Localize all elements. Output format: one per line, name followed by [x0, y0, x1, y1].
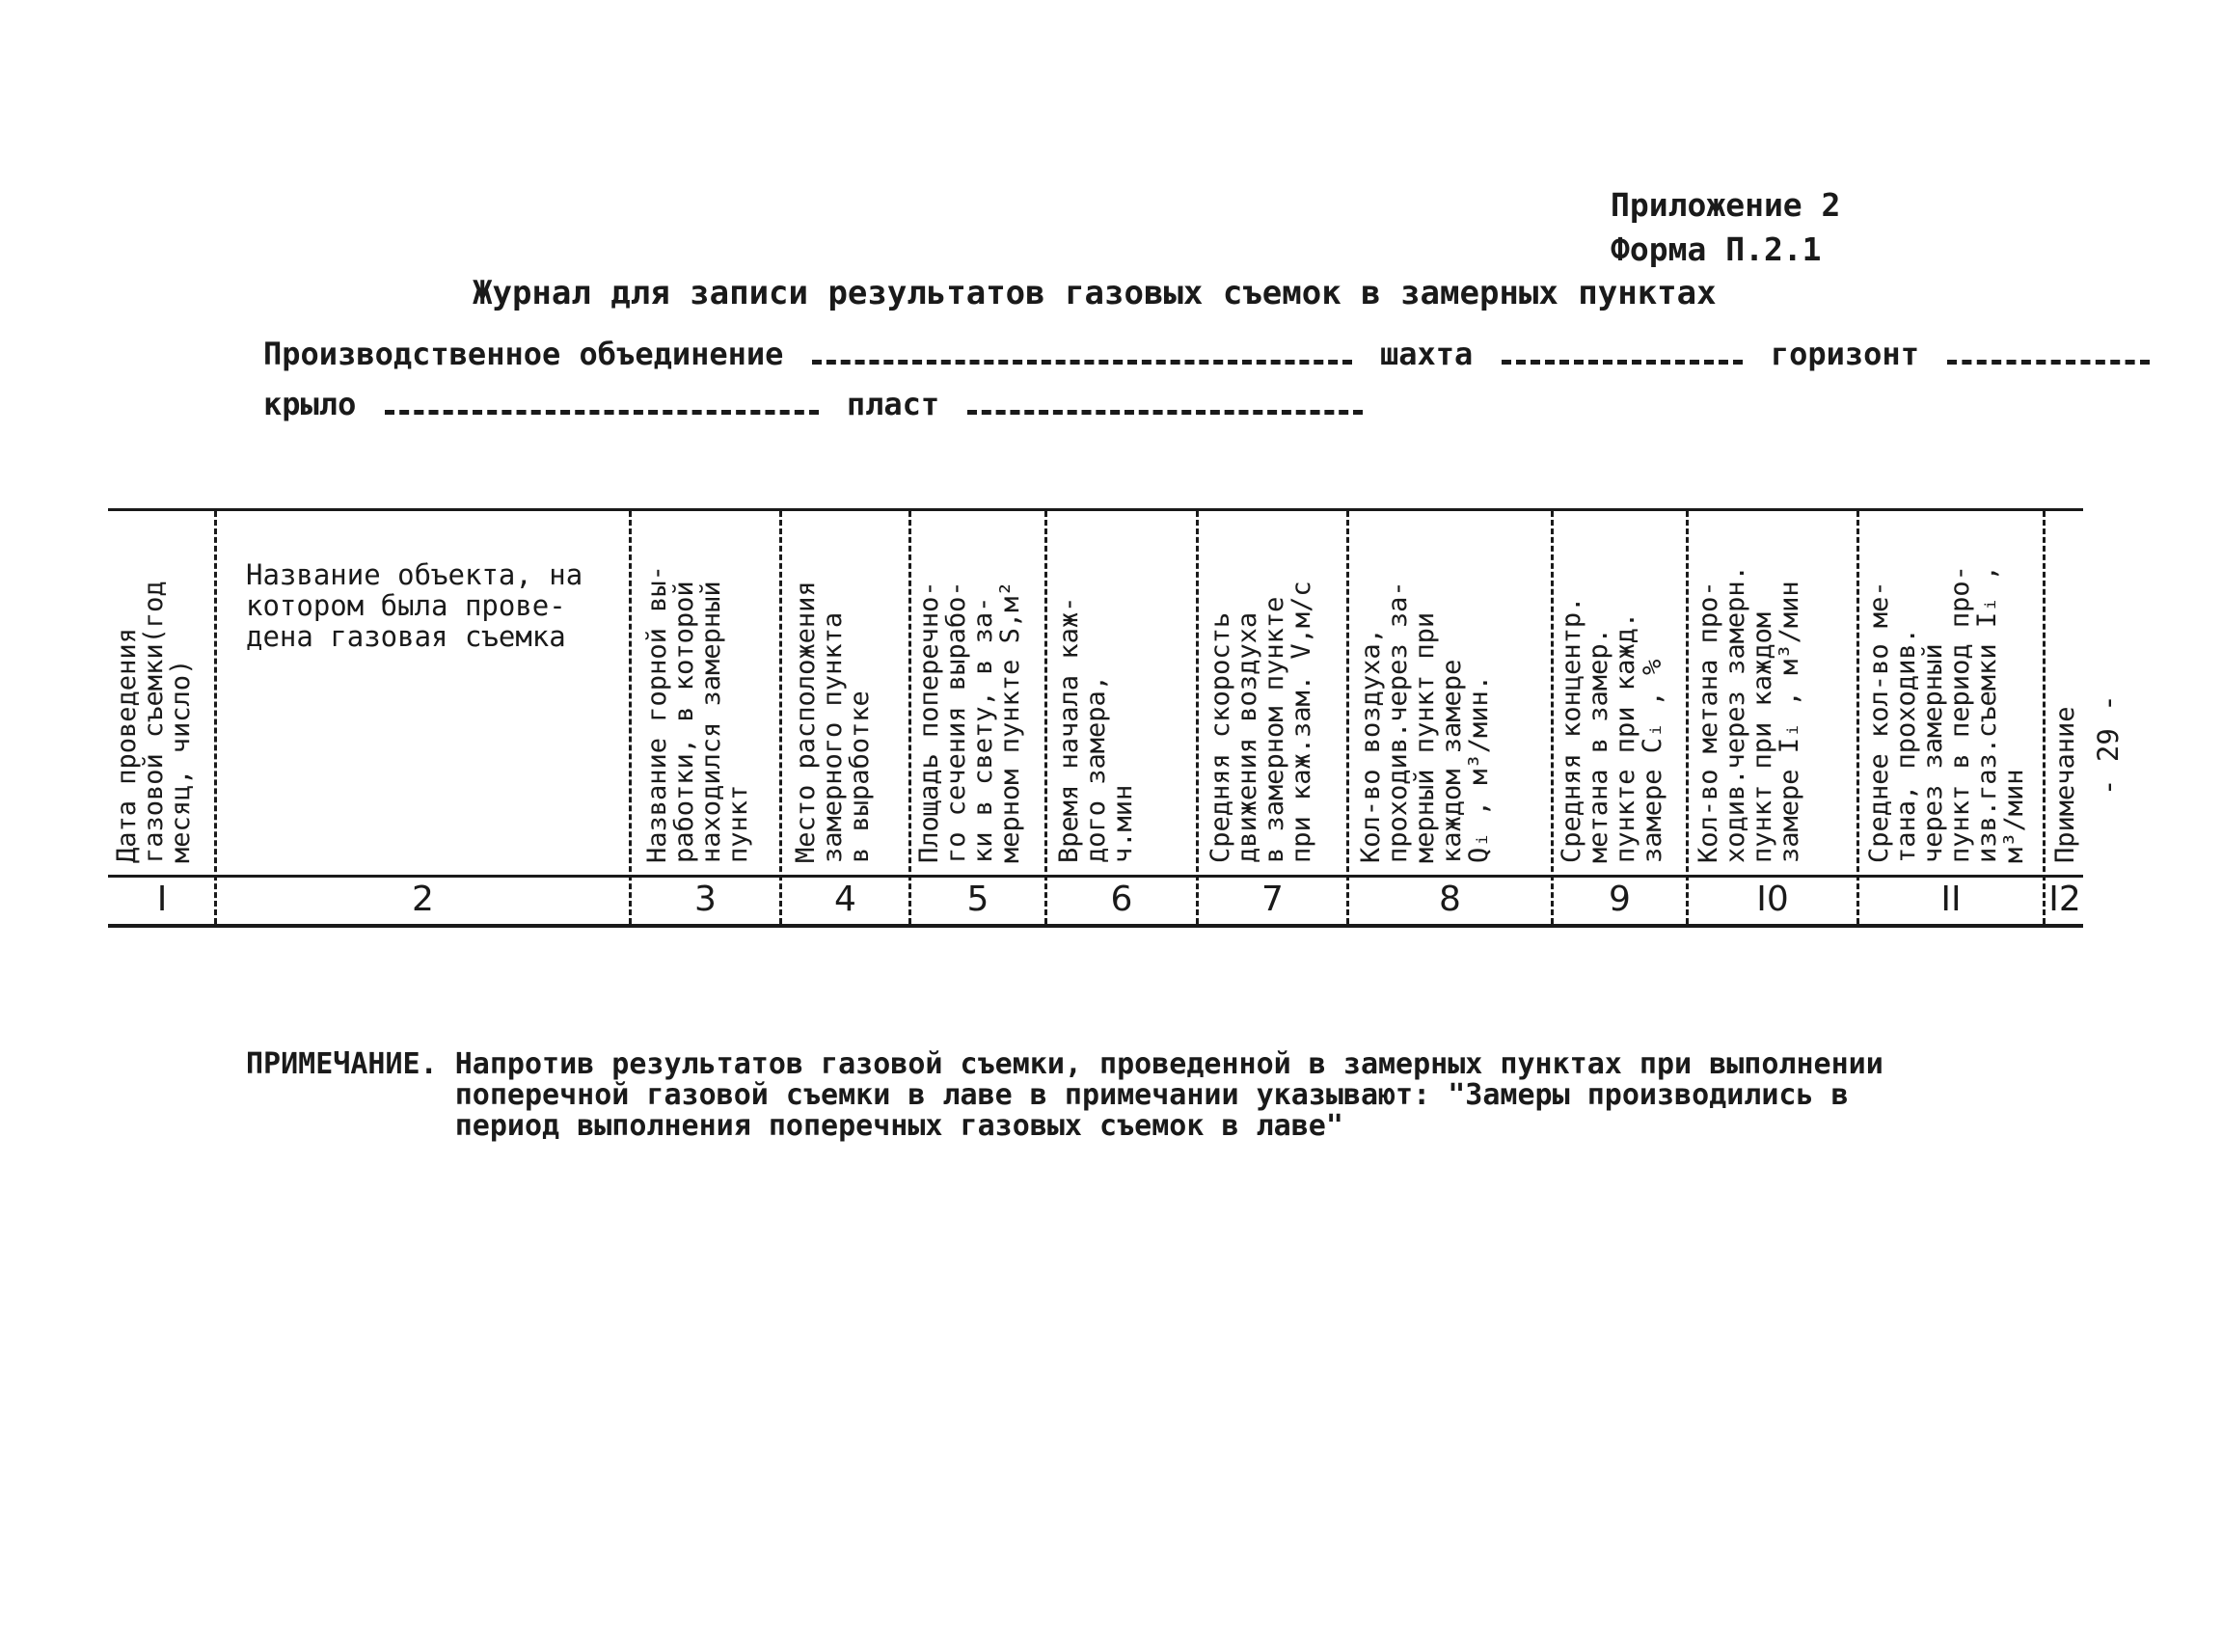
- column-number-12: I2: [2048, 880, 2081, 919]
- column-header-1: Дата проведения газовой съемки(год месяц, число): [112, 581, 196, 863]
- seam-field[interactable]: [967, 398, 1363, 415]
- column-header-6: Время начала каж- дого замера, ч.мин: [1054, 596, 1138, 863]
- footnote: ПРИМЕЧАНИЕ. Напротив результатов газовой съемки, проведенной в замерных пунктах при выполнении поперечной газовой съемки в лаве в примечании указывают: "Замеры производились в период выполнения поперечных газовых съемок в лаве": [246, 1047, 1883, 1143]
- appendix-block: [1611, 183, 1840, 272]
- column-divider: [1196, 511, 1199, 924]
- wing-label: крыло: [263, 386, 357, 422]
- org-field[interactable]: [812, 348, 1352, 365]
- column-number-11: II: [1940, 880, 1962, 919]
- column-header-8: Кол-во воздуха, проходив.через за- мерный пункт при каждом замере Qᵢ , м³/мин.: [1356, 581, 1494, 863]
- column-header-3: Название горной вы- работки, в которой находился замерный пункт: [642, 565, 753, 863]
- page-number: - 29 -: [2092, 694, 2125, 796]
- column-divider: [1044, 511, 1047, 924]
- column-number-3: 3: [694, 880, 717, 919]
- column-number-6: 6: [1110, 880, 1133, 919]
- column-number-7: 7: [1261, 880, 1284, 919]
- column-divider: [214, 511, 217, 924]
- column-header-4: Место расположения замерного пункта в выработке: [791, 581, 875, 863]
- document-title: Журнал для записи результатов газовых съемок в замерных пунктах: [473, 274, 1717, 312]
- org-label: Производственное объединение: [263, 336, 784, 372]
- table-top-rule: [108, 508, 2083, 511]
- form-line-2: [263, 386, 1372, 422]
- wing-field[interactable]: [385, 398, 819, 415]
- column-divider: [1856, 511, 1859, 924]
- column-header-12: Примечание: [2050, 706, 2080, 863]
- column-number-2: 2: [412, 880, 434, 919]
- column-number-4: 4: [834, 880, 856, 919]
- column-number-8: 8: [1439, 880, 1461, 919]
- column-number-5: 5: [966, 880, 989, 919]
- column-number-10: I0: [1756, 880, 1789, 919]
- column-divider: [779, 511, 782, 924]
- column-header-10: Кол-во метана про- ходив.через замерн. пункт при каждом замере Iᵢ , м³/мин: [1694, 565, 1804, 863]
- column-divider: [629, 511, 632, 924]
- column-header-7: Средняя скорость движения воздуха в замерном пункте при каж.зам. V,м/с: [1206, 581, 1316, 863]
- column-header-11: Среднее кол-во ме- тана, проходив. через замерный пункт в период про- изв.газ.съемки Iᵢ , м³/мин: [1864, 565, 2029, 863]
- column-header-5: Площадь поперечно- го сечения вырабо- ки в свету, в за- мерном пункте S,м²: [914, 581, 1025, 863]
- column-divider: [908, 511, 911, 924]
- column-divider: [1551, 511, 1554, 924]
- mine-label: шахта: [1379, 336, 1474, 372]
- seam-label: пласт: [846, 386, 940, 422]
- column-header-2: Название объекта, на котором была прове- дена газовая съемка: [246, 558, 583, 653]
- appendix-label: Приложение 2: [1611, 186, 1841, 224]
- horizon-label: горизонт: [1770, 336, 1919, 372]
- column-divider: [2043, 511, 2046, 924]
- form-line-1: [263, 336, 2159, 372]
- horizon-field[interactable]: [1947, 348, 2150, 365]
- form-label: Форма П.2.1: [1611, 230, 1822, 268]
- column-number-9: 9: [1609, 880, 1631, 919]
- column-divider: [1346, 511, 1349, 924]
- column-divider: [1686, 511, 1689, 924]
- table-bottom-rule: [108, 924, 2083, 928]
- column-header-9: Средняя концентр. метана в замер. пункте при кажд. замере Cᵢ , %: [1557, 596, 1667, 863]
- mine-field[interactable]: [1502, 348, 1743, 365]
- column-number-1: I: [156, 880, 168, 919]
